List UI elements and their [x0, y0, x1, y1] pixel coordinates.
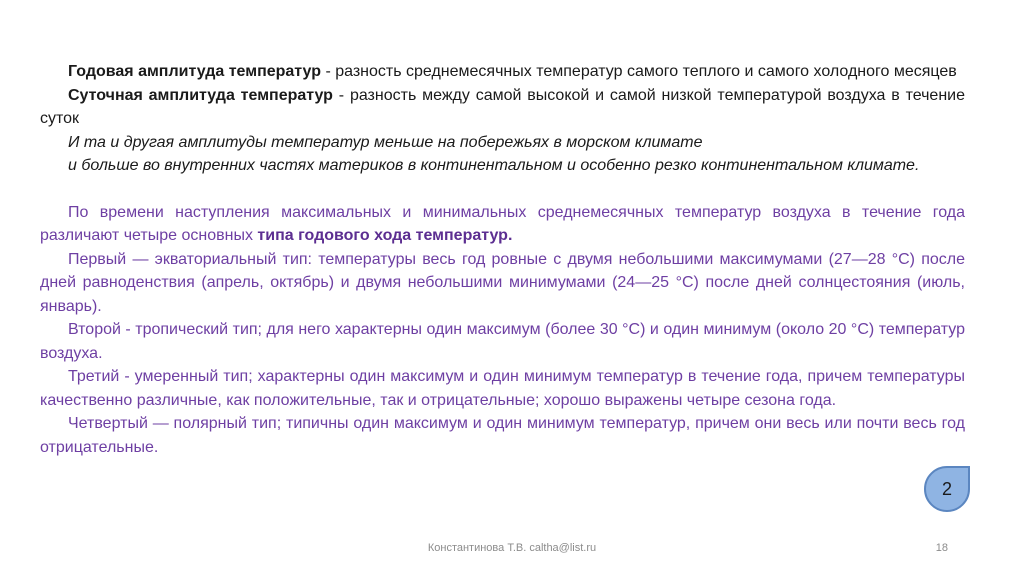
definition-term: Годовая амплитуда температур — [68, 63, 321, 80]
definition-annual-amplitude — [40, 60, 965, 84]
slide-content — [40, 60, 965, 459]
definition-daily-amplitude — [40, 84, 965, 131]
type-tropical: Второй - тропический тип; для него характерны один максимум (более 30 °С) и один минимум (около 20 °С) температур воздуха. — [40, 321, 965, 362]
italic-note-continental: и больше во внутренних частях материков в континентальном и особенно резко континентальном климате. — [68, 157, 920, 174]
italic-note-coast: И та и другая амплитуды температур меньше на побережьях в морском климате — [68, 133, 703, 151]
spacer — [40, 178, 965, 201]
type-polar: Четвертый — полярный тип; типичны один максимум и один минимум температур, причем они весь или почти весь год отрицательные. — [40, 415, 965, 456]
definition-text: - разность среднемесячных температур самого теплого и самого холодного месяцев — [321, 63, 957, 80]
definition-text: - разность между самой высокой и самой низкой температурой воздуха в течение суток — [40, 86, 966, 127]
page-number: 18 — [935, 542, 948, 554]
definition-term: Суточная амплитуда температур — [68, 86, 333, 104]
intro-paragraph: По времени наступления максимальных и минимальных среднемесячных температур воздуха в течение года различают четыре основных типа годового хода температур. — [40, 203, 965, 244]
page-badge[interactable]: 2 — [924, 466, 970, 512]
type-temperate: Третий - умеренный тип; характерны один максимум и один минимум температур в течение года, причем температуры качественно различные, как положительные, так и отрицательные; хорошо выражены четыре сезона года. — [40, 368, 965, 409]
footer-author: Константинова Т.В. caltha@list.ru — [427, 542, 597, 554]
intro-bold: типа годового хода температур. — [257, 227, 513, 244]
type-equatorial: Первый — экваториальный тип: температуры весь год ровные с двумя небольшими максимумами (27—28 °С) после дней равноденствия (апрель, октябрь) и двумя небольшими минимумами (24—25 °С) после дней солнцестояния (июль, январь). — [40, 250, 965, 315]
